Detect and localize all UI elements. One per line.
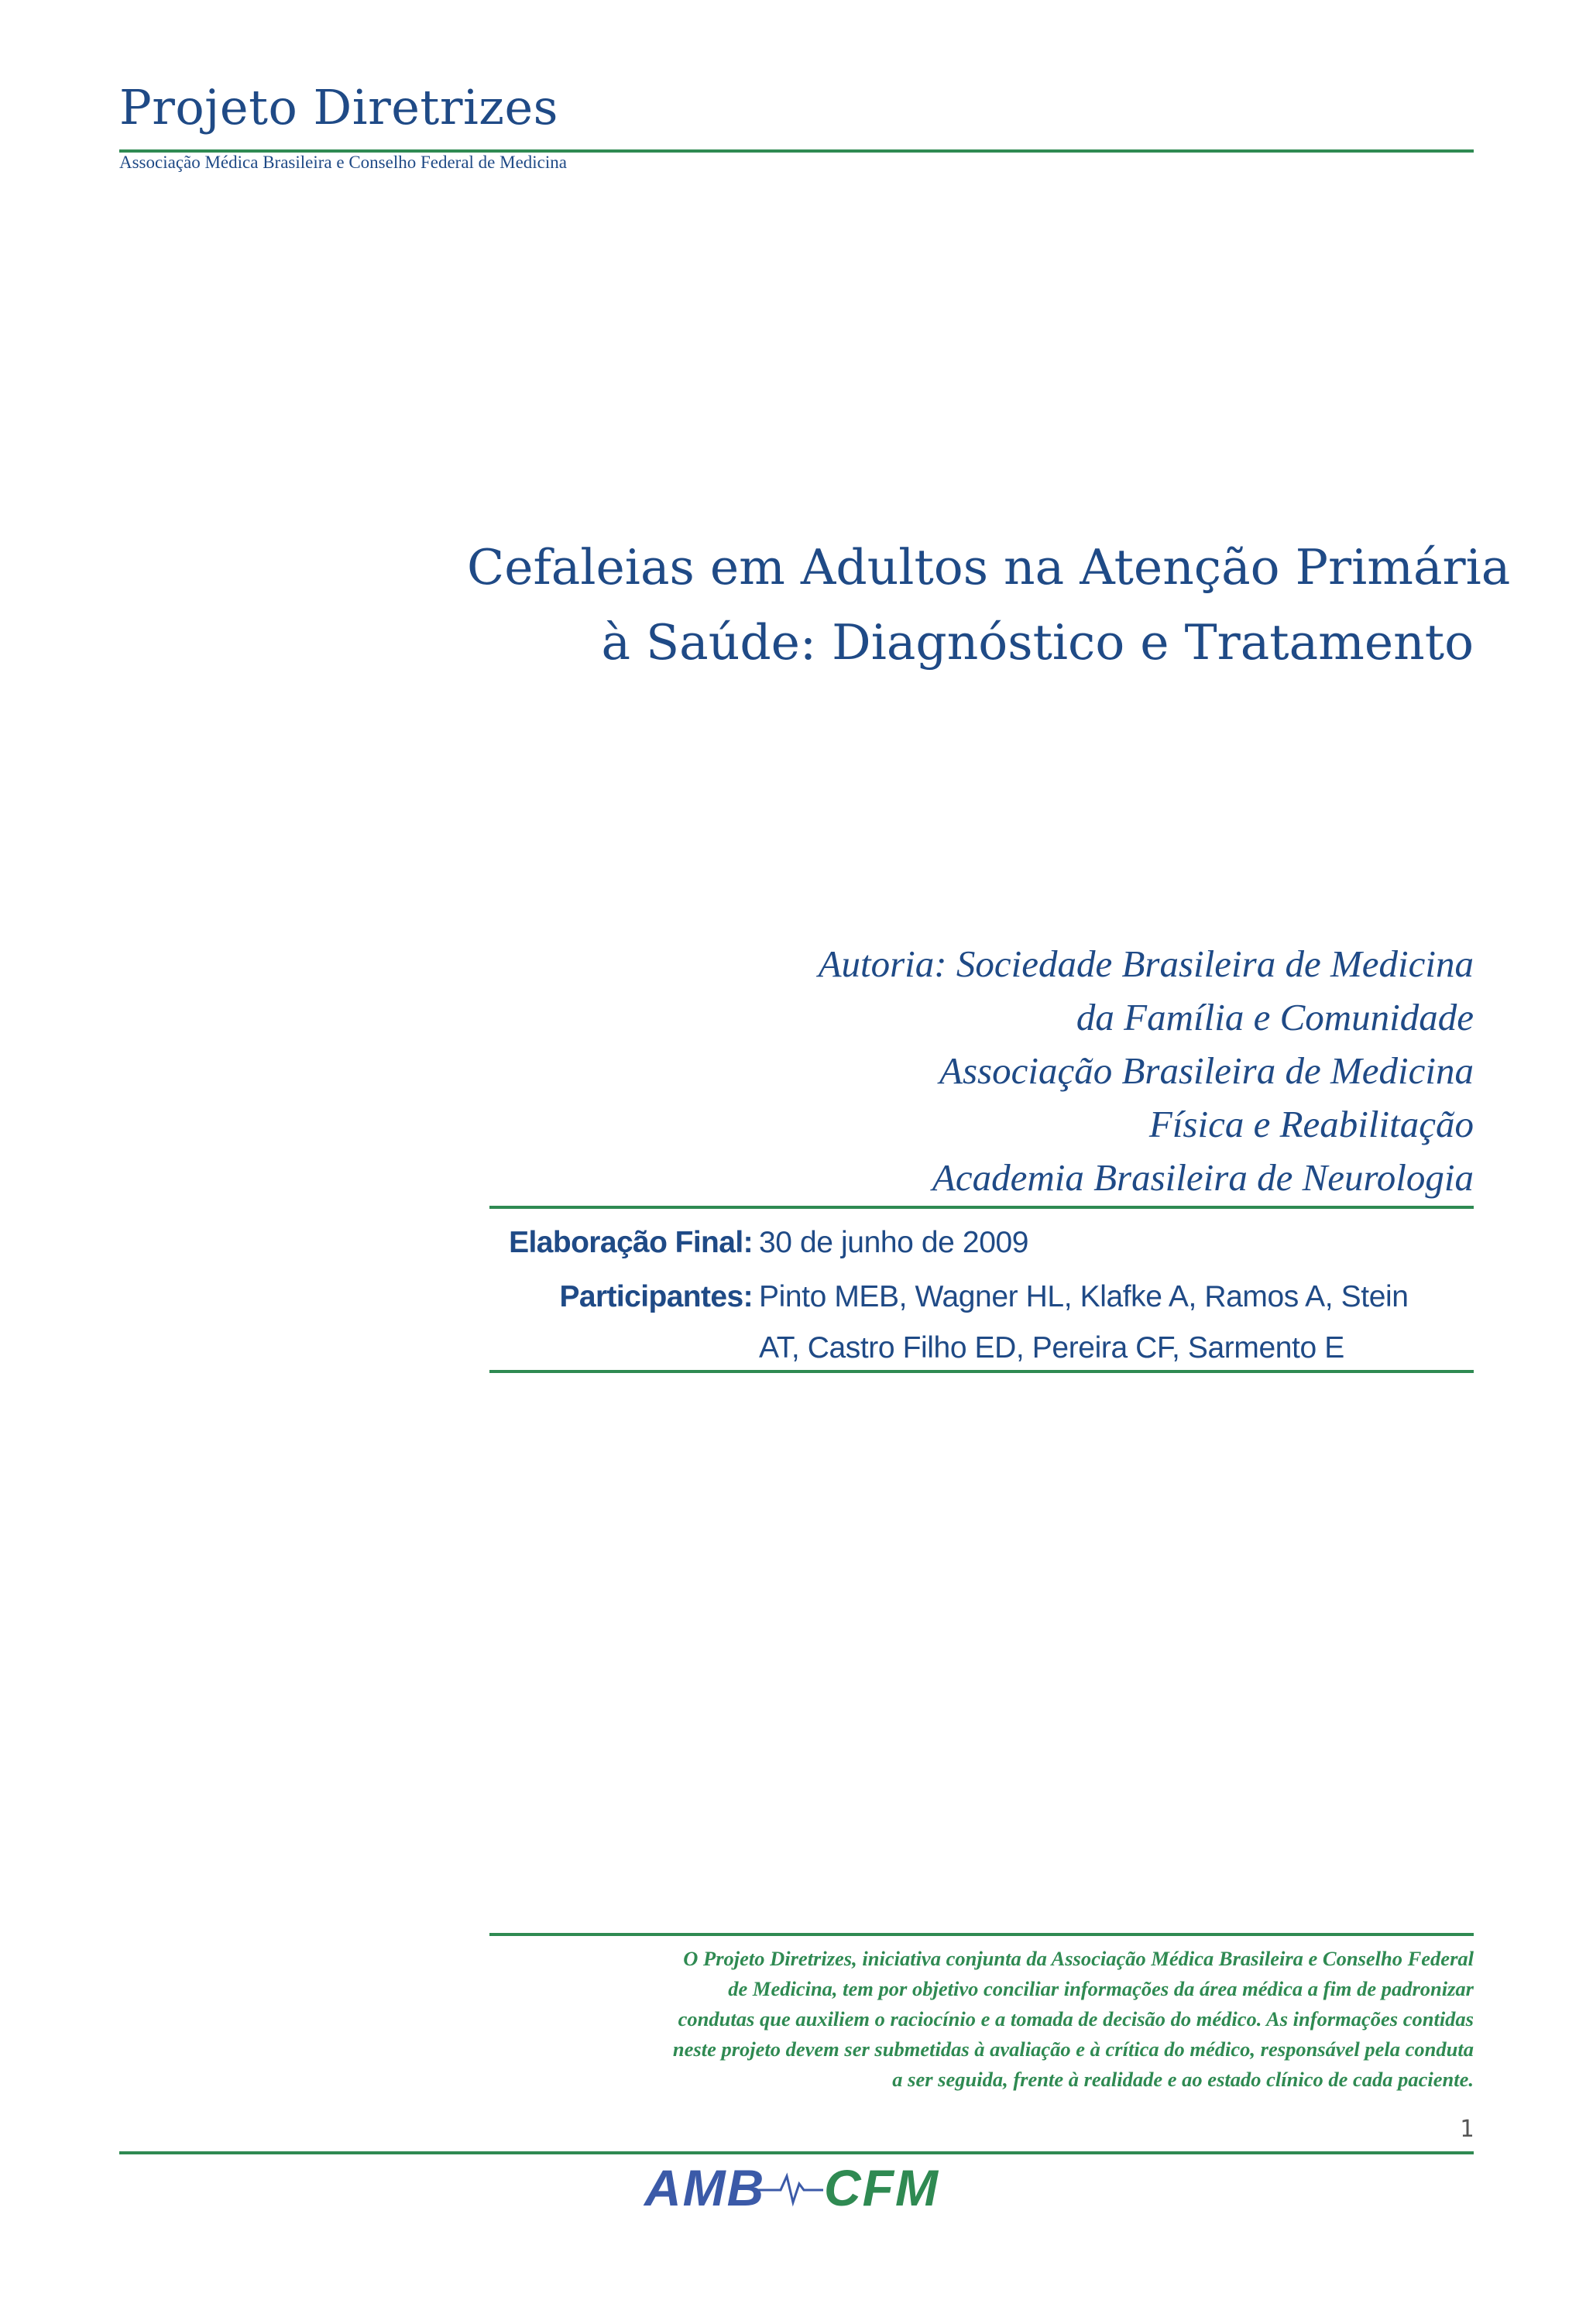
disclaimer-divider — [489, 1933, 1474, 1936]
header-title: Projeto Diretrizes — [119, 79, 558, 136]
disclaimer-line: condutas que auxiliem o raciocínio e a tomada de decisão do médico. As informações contidas — [678, 2007, 1474, 2030]
authorship-line: Física e Reabilitação — [1148, 1103, 1474, 1145]
final-elaboration-date: 30 de junho de 2009 — [759, 1226, 1029, 1259]
disclaimer-line: de Medicina, tem por objetivo conciliar informações da área médica a fim de padronizar — [728, 1977, 1474, 2000]
final-elaboration-label: Elaboração Final: — [509, 1226, 753, 1259]
participants-list: Pinto MEB, Wagner HL, Klafke A, Ramos A, Stein AT, Castro Filho ED, Pereira CF, Sarmento E — [759, 1280, 1409, 1365]
heartbeat-line-logo-icon — [641, 2161, 951, 2215]
authorship-line: Autoria: Sociedade Brasileira de Medicina — [818, 942, 1474, 985]
disclaimer-line: a ser seguida, frente à realidade e ao estado clínico de cada paciente. — [892, 2068, 1474, 2091]
authorship-block — [544, 937, 1474, 1204]
document-title — [467, 530, 1511, 680]
participants-label: Participantes: — [559, 1280, 753, 1313]
authorship-line: da Família e Comunidade — [1076, 996, 1474, 1038]
authorship-line: Associação Brasileira de Medicina — [939, 1049, 1474, 1092]
page-number: 1 — [1459, 2116, 1474, 2143]
disclaimer-text — [498, 1944, 1474, 2095]
authorship-line: Academia Brasileira de Neurologia — [932, 1156, 1474, 1199]
amb-cfm-logo — [641, 2161, 951, 2215]
disclaimer-line: neste projeto devem ser submetidas à avaliação e à crítica do médico, responsável pela conduta — [672, 2037, 1474, 2061]
metadata-top-divider — [489, 1206, 1474, 1209]
header-subtitle: Associação Médica Brasileira e Conselho Federal de Medicina — [119, 153, 567, 172]
heartbeat-line — [757, 2176, 823, 2202]
logo-amb-text: AMB — [644, 2161, 766, 2215]
disclaimer-line: O Projeto Diretrizes, iniciativa conjunta da Associação Médica Brasileira e Conselho Federal — [683, 1947, 1474, 1970]
logo-cfm-text: CFM — [824, 2161, 939, 2215]
metadata-bottom-divider — [489, 1370, 1474, 1373]
footer-divider — [119, 2151, 1474, 2154]
document-title-line: à Saúde: Diagnóstico e Tratamento — [601, 614, 1474, 671]
document-title-line: Cefaleias em Adultos na Atenção Primária — [467, 539, 1511, 596]
